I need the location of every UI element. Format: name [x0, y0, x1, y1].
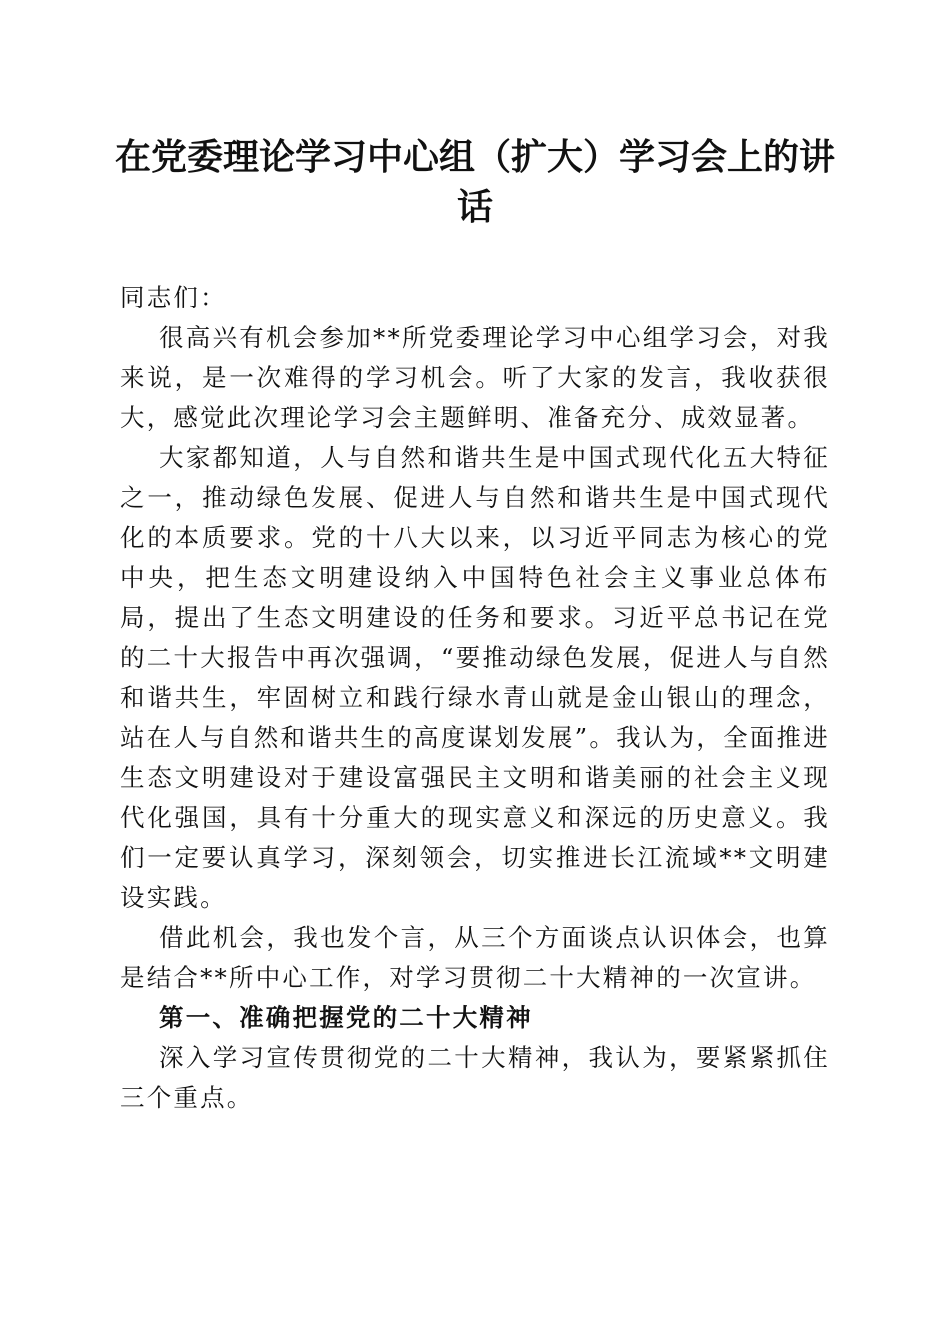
paragraph-ecology: 大家都知道，人与自然和谐共生是中国式现代化五大特征之一，推动绿色发展、促进人与自然和谐共生是中国式现代化的本质要求。党的十八大以来，以习近平同志为核心的党中央，把生态文明建设纳入中国特色社会主义事业总体布局，提出了生态文明建设的任务和要求。习近平总书记在党的二十大报告中再次强调，“要推动绿色发展，促进人与自然和谐共生，牢固树立和践行绿水青山就是金山银山的理念，站在人与自然和谐共生的高度谋划发展”。我认为，全面推进生态文明建设对于建设富强民主文明和谐美丽的社会主义现代化强国，具有十分重大的现实意义和深远的历史意义。我们一定要认真学习，深刻领会，切实推进长江流域**文明建设实践。 [120, 443, 830, 912]
section-paragraph: 深入学习宣传贯彻党的二十大精神，我认为，要紧紧抓住三个重点。 [120, 1043, 830, 1112]
document-body [120, 278, 830, 1118]
salutation: 同志们： [120, 283, 227, 312]
section-heading: 第一、准确把握党的二十大精神 [159, 1003, 533, 1032]
paragraph-intro-points: 借此机会，我也发个言，从三个方面谈点认识体会，也算是结合**所中心工作，对学习贯彻二十大精神的一次宣讲。 [120, 923, 830, 992]
paragraph-opening: 很高兴有机会参加**所党委理论学习中心组学习会，对我来说，是一次难得的学习机会。听了大家的发言，我收获很大，感觉此次理论学习会主题鲜明、准备充分、成效显著。 [120, 323, 830, 432]
document-title: 在党委理论学习中心组（扩大）学习会上的讲话 [115, 136, 836, 228]
